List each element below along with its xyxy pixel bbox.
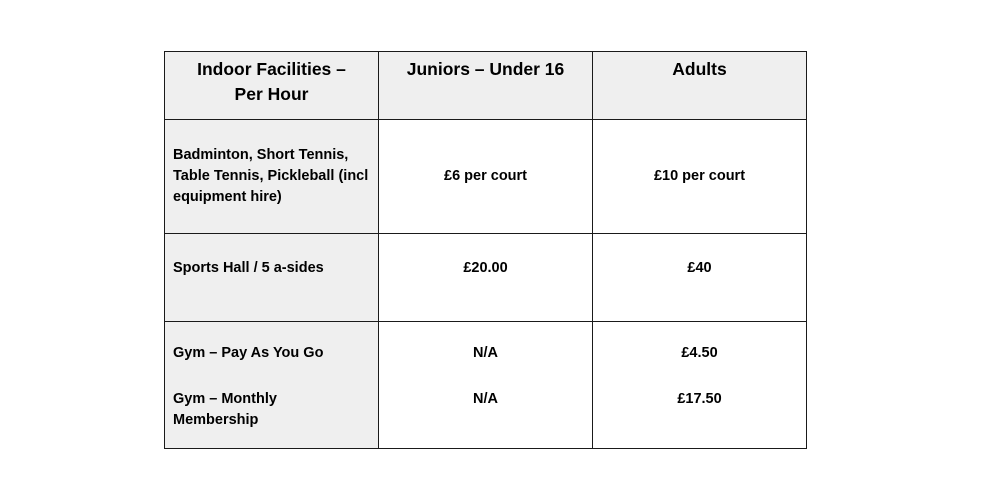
junior-price-badminton: £6 per court bbox=[444, 168, 527, 184]
header-facilities bbox=[165, 52, 379, 120]
table-row bbox=[165, 120, 807, 234]
junior-gym-payg-wrap bbox=[379, 343, 592, 389]
junior-price-gym-payg: N/A bbox=[473, 345, 498, 361]
junior-price-cell bbox=[379, 322, 593, 449]
facility-gym-payg: Gym – Pay As You Go bbox=[173, 345, 324, 361]
facility-gym-monthly-wrap bbox=[173, 389, 378, 431]
facility-gym-monthly: Gym – Monthly Membership bbox=[173, 391, 277, 428]
header-adults-text: Adults bbox=[672, 59, 727, 79]
facility-cell bbox=[165, 120, 379, 234]
adult-price-sports-hall: £40 bbox=[687, 260, 712, 276]
adult-price-gym-payg: £4.50 bbox=[681, 345, 718, 361]
junior-price-sports-hall: £20.00 bbox=[463, 260, 508, 276]
table-row bbox=[165, 234, 807, 322]
facility-gym-stack bbox=[173, 343, 378, 431]
header-adults bbox=[593, 52, 807, 120]
junior-gym-monthly-wrap bbox=[379, 389, 592, 410]
junior-price-cell bbox=[379, 234, 593, 322]
adult-gym-payg-wrap bbox=[593, 343, 806, 389]
facility-cell bbox=[165, 322, 379, 449]
header-row bbox=[165, 52, 807, 120]
header-facilities-text: Indoor Facilities – Per Hour bbox=[197, 59, 346, 104]
header-juniors bbox=[379, 52, 593, 120]
adult-gym-monthly-wrap bbox=[593, 389, 806, 410]
facility-badminton: Badminton, Short Tennis, Table Tennis, Pickleball (incl equipment hire) bbox=[173, 147, 369, 205]
junior-price-cell bbox=[379, 120, 593, 234]
facility-sports-hall: Sports Hall / 5 a-sides bbox=[173, 260, 324, 276]
facility-gym-payg-wrap bbox=[173, 343, 378, 389]
adult-price-cell bbox=[593, 322, 807, 449]
table-row bbox=[165, 322, 807, 449]
adult-price-badminton: £10 per court bbox=[653, 168, 746, 184]
adult-price-gym-monthly: £17.50 bbox=[677, 391, 722, 407]
pricing-table bbox=[164, 51, 807, 449]
facility-cell bbox=[165, 234, 379, 322]
header-juniors-text: Juniors – Under 16 bbox=[406, 59, 565, 79]
adult-price-cell bbox=[593, 234, 807, 322]
adult-price-cell bbox=[593, 120, 807, 234]
junior-price-gym-monthly: N/A bbox=[473, 391, 498, 407]
